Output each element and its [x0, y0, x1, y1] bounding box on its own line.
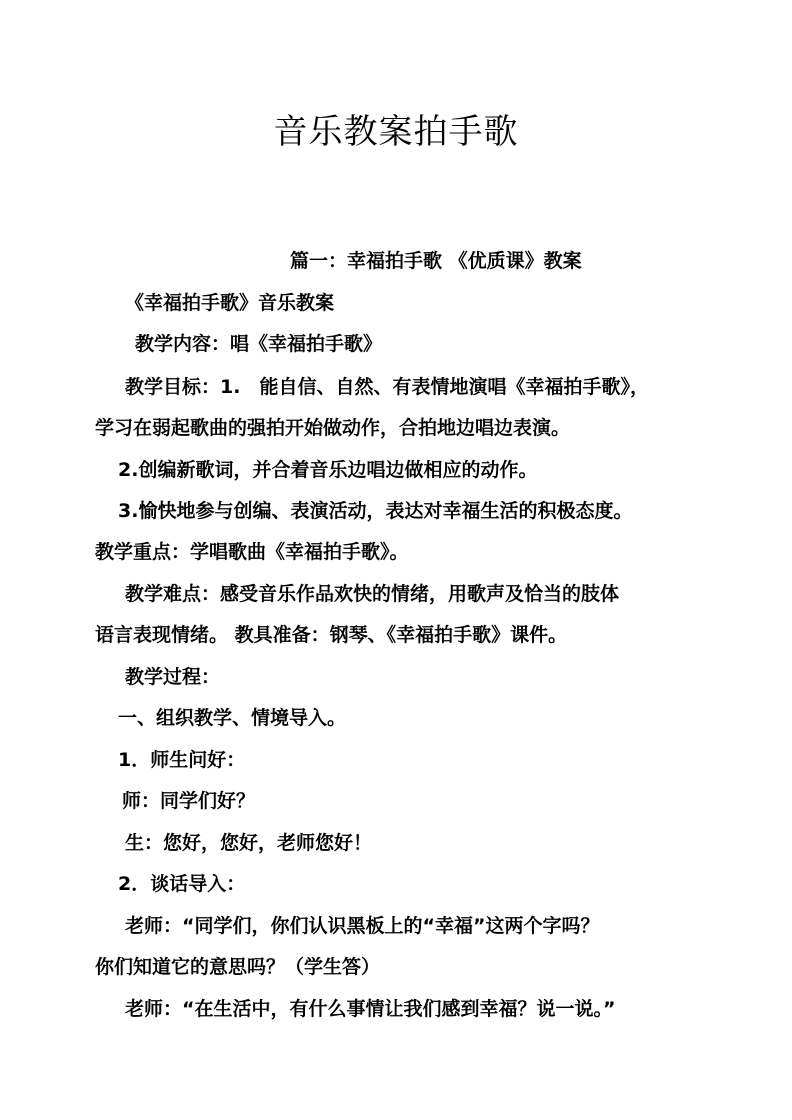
dialogue-student: 生：您好，您好，老师您好！ [125, 832, 373, 854]
step-1-heading: 一、组织教学、情境导入。 [118, 707, 347, 729]
teaching-focus: 教学重点：学唱歌曲《幸福拍手歌》。 [95, 541, 409, 563]
teaching-goal-1: 教学目标：1. 能自信、自然、有表情地演唱《幸福拍手歌》， [125, 376, 649, 398]
teaching-goal-1-cont: 学习在弱起歌曲的强拍开始做动作，合拍地边唱边表演。 [95, 417, 571, 439]
teacher-question-2: 老师：“在生活中，有什么事情让我们感到幸福？说一说。” [125, 998, 616, 1020]
teaching-difficulty-cont: 语言表现情绪。 教具准备：钢琴、《幸福拍手歌》课件。 [95, 624, 568, 646]
step-1-2: 2．谈话导入： [118, 873, 246, 895]
dialogue-teacher: 师：同学们好？ [122, 790, 256, 812]
teaching-goal-2: 2.创编新歌词，并合着音乐边唱边做相应的动作。 [118, 459, 538, 481]
teaching-difficulty: 教学难点：感受音乐作品欢快的情绪，用歌声及恰当的肢体 [125, 583, 620, 605]
teaching-process: 教学过程： [125, 666, 221, 688]
teaching-goal-3: 3.愉快地参与创编、表演活动，表达对幸福生活的积极态度。 [118, 500, 633, 522]
step-1-1: 1．师生问好： [118, 749, 246, 771]
teaching-content: 教学内容：唱《幸福拍手歌》 [135, 333, 383, 355]
teacher-question-1-cont: 你们知道它的意思吗？（学生答） [95, 956, 381, 978]
section-heading: 篇一：幸福拍手歌 《优质课》教案 [290, 250, 582, 272]
page-title: 音乐教案拍手歌 [273, 112, 519, 152]
teacher-question-1: 老师：“同学们，你们认识黑板上的“幸福”这两个字吗？ [125, 915, 600, 937]
lesson-plan-title: 《幸福拍手歌》音乐教案 [125, 292, 335, 314]
